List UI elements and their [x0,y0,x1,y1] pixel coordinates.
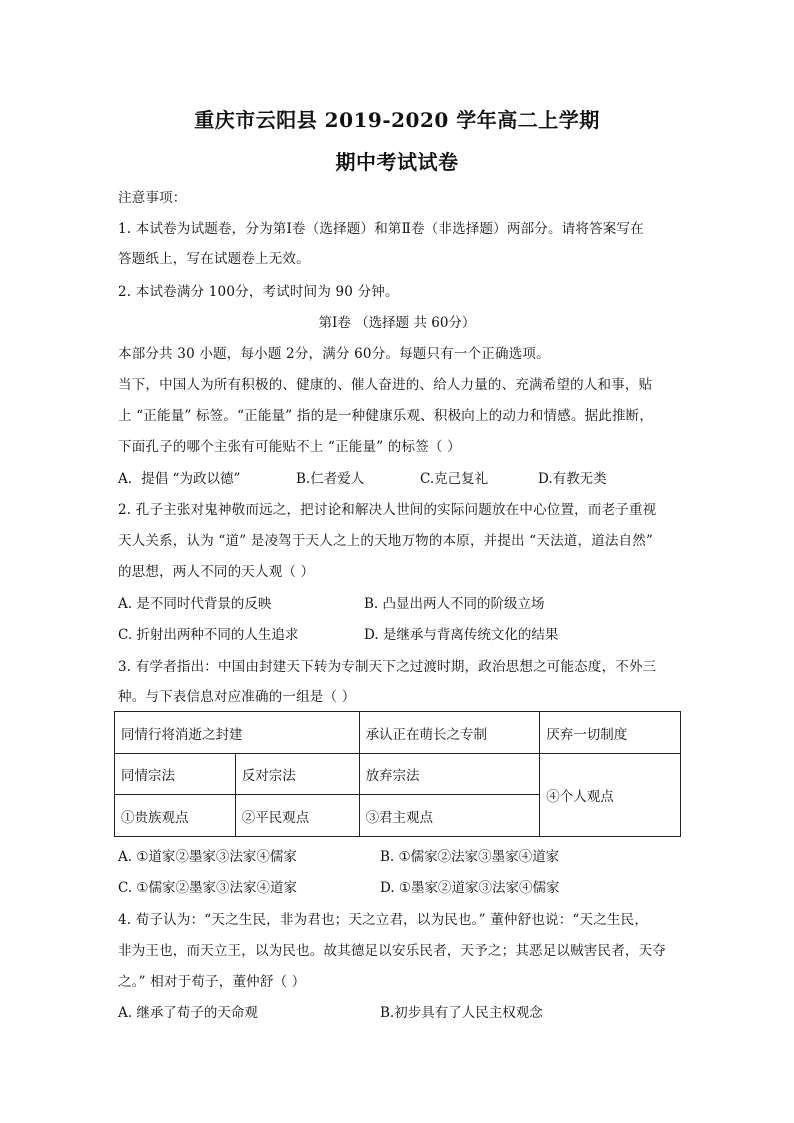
q3-table-cell: 反对宗法 [235,754,359,795]
q3-option-a: A. ①道家②墨家③法家④儒家 [118,849,297,865]
q3-stem-line1: 3. 有学者指出：中国由封建天下转为专制天下之过渡时期，政治思想之可能态度，不外三 [118,659,657,675]
q1-option-d: D.有教无类 [538,471,607,487]
notes-item1-line2: 答题纸上，写在试题卷上无效。 [118,251,310,267]
q4-option-a: A. 继承了荀子的天命观 [118,1005,258,1021]
q4-option-b: B.初步具有了人民主权观念 [380,1005,543,1021]
q2-stem-line3: 的思想，两人不同的天人观（ ） [118,564,315,580]
notes-item1-line1: 1. 本试卷为试题卷，分为第Ⅰ卷（选择题）和第Ⅱ卷（非选择题）两部分。请将答案写在 [118,221,644,237]
section1-intro: 本部分共 30 小题，每小题 2分，满分 60分。每题只有一个正确选项。 [118,346,550,362]
section1-heading: 第Ⅰ卷 （选择题 共 60分） [318,315,476,331]
notes-item2: 2. 本试卷满分 100分，考试时间为 90 分钟。 [118,284,399,300]
q1-option-b: B.仁者爱人 [296,471,365,487]
q1-option-c: C.克己复礼 [420,471,489,487]
q3-option-d: D. ①墨家②道家③法家④儒家 [380,880,560,896]
q3-table-cell: 放弃宗法 [359,754,540,795]
q2-option-b: B. 凸显出两人不同的阶级立场 [364,596,545,612]
q2-stem-line1: 2. 孔子主张对鬼神敬而远之，把讨论和解决人世间的实际问题放在中心位置，而老子重视 [118,502,657,518]
q2-option-c: C. 折射出两种不同的人生追求 [118,627,299,643]
q3-option-c: C. ①儒家②墨家③法家④道家 [118,880,298,896]
q3-table-cell: 同情宗法 [115,754,236,795]
q2-option-a: A. 是不同时代背景的反映 [118,596,272,612]
q1-stem-line2: 上 “正能量” 标签。“正能量” 指的是一种健康乐观、积极向上的动力和情感。据此推断， [118,408,654,424]
q3-table-cell: ③君主观点 [359,795,540,837]
q2-option-d: D. 是继承与背离传统文化的结果 [364,627,559,643]
q3-stem-line2: 种。与下表信息对应准确的一组是（ ） [118,689,356,705]
q3-table-cell: ①贵族观点 [115,795,236,837]
q1-stem-line1: 当下，中国人为所有积极的、健康的、催人奋进的、给人力量的、充满希望的人和事，贴 [118,377,653,393]
q3-option-b: B. ①儒家②法家③墨家④道家 [380,849,560,865]
q4-stem-line1: 4. 荀子认为：“天之生民，非为君也；天之立君，以为民也。” 董仲舒也说：“天之生民， [118,912,649,928]
q3-table-header-autocracy: 承认正在萌长之专制 [359,712,540,754]
exam-title-line1: 重庆市云阳县 2019-2020 学年高二上学期 [194,108,600,132]
q2-stem-line2: 天人关系，认为 “道” 是凌驾于天人之上的天地万物的本原，并提出 “天法道，道法自然” [118,533,654,549]
notes-heading: 注意事项： [118,190,187,206]
q3-table-cell: ④个人观点 [540,754,681,837]
q3-table-header-reject: 厌弃一切制度 [540,712,681,754]
q3-table-header-feudal: 同情行将消逝之封建 [115,712,360,754]
q1-stem-line3: 下面孔子的哪个主张有可能贴不上 “正能量” 的标签（ ） [118,439,461,455]
exam-title-line2: 期中考试试卷 [335,150,459,174]
q4-stem-line3: 之。” 相对于荀子，董仲舒（ ） [118,974,306,990]
q4-stem-line2: 非为王也，而天立王，以为民也。故其德足以安乐民者，天予之；其恶足以贼害民者，天夺 [118,943,666,959]
q1-option-a: A．提倡 “为政以德” [118,471,241,487]
q3-table-cell: ②平民观点 [235,795,359,837]
q3-table [114,711,681,837]
